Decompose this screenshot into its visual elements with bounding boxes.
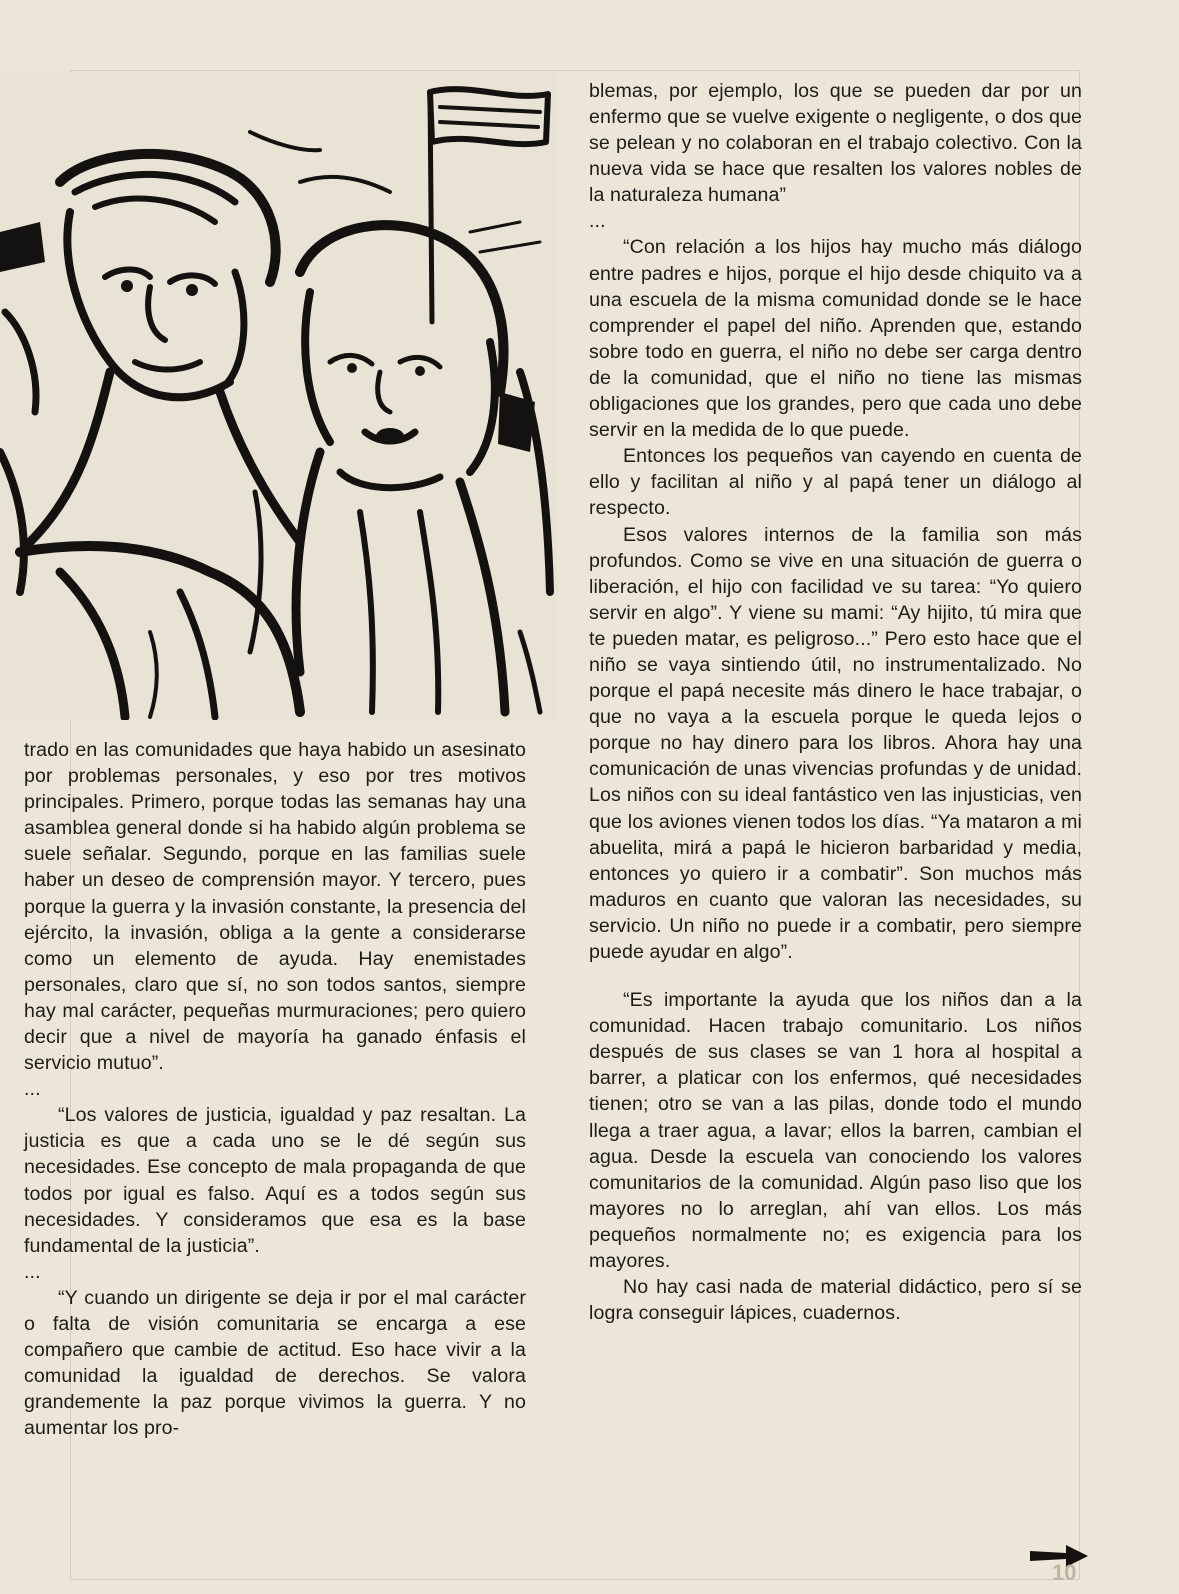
ink-drawing (0, 72, 558, 720)
ellipsis: ... (24, 1078, 41, 1101)
paragraph: Esos valores internos de la familia son más profundos. Como se vive en una situación de guerra o liberación, el hijo con facilidad ve su tarea: “Yo quiero servir en algo”. Y viene su mami: “Ay hijito, tú mira que te pueden matar, es peligroso...” Pero esto hace que el niño se vaya sintiendo útil, no instrumentalizado. No porque el papá necesite más dinero le hace trabajar, o que no vaya a la escuela porque le queda lejos o porque no hay dinero para los libros. Ahora hay una comunicación de unas vivencias profundas y de unidad. Los niños con su ideal fantástico ven las injusticias, ven que los aviones vienen todos los días. “Ya mataron a mi abuelita, mirá a papá le hicieron barbaridad y media, entonces yo quiero ir a combatir”. Son muchos más maduros en cuanto que valoran las necesidades, su servicio. Un niño no puede ir a combatir, pero siempre puede ayudar en algo”. (589, 523, 1082, 963)
paragraph: No hay casi nada de material didáctico, pero sí se logra conseguir lápices, cuadernos. (589, 1276, 1082, 1325)
paragraph: trado en las comunidades que haya habido un asesinato por problemas personales, y eso por tres motivos principales. Primero, porque todas las semanas hay una asamblea general donde si ha habido algún problema se suele señalar. Segundo, porque en las familias suele haber un deseo de comprensión mayor. Y tercero, pues porque la guerra y la invasión constante, la presencia del ejército, la invasión, obliga a la gente a considerarse como un elemento de ayuda. Hay enemistades personales, claro que sí, no son todos santos, siempre hay mal carácter, pequeñas murmuraciones; pero quiero decir que a nivel de mayoría ha ganado énfasis el servicio mutuo”. (24, 739, 526, 1075)
paragraph: “Con relación a los hijos hay mucho más diálogo entre padres e hijos, porque el hijo desde chiquito va a una escuela de la misma comunidad donde se le hace comprender el papel del niño. Aprenden que, estando sobre todo en guerra, el niño no debe ser carga dentro de la comunidad, que el niño no tiene las mismas obligaciones que los grandes, pero que cada uno debe servir en la medida de lo que puede. (589, 236, 1082, 442)
right-text-column (589, 78, 1082, 1326)
ellipsis: ... (589, 210, 606, 233)
paragraph: Entonces los pequeños van cayendo en cuenta de ello y facilitan al niño y al papá tener un diálogo al respecto. (589, 445, 1082, 520)
ellipsis: ... (24, 1260, 41, 1283)
paragraph: “Es importante la ayuda que los niños dan a la comunidad. Hacen trabajo comunitario. Los niños después de sus clases se van 1 hora al hospital a barrer, a platicar con los enfermos, qué necesidades tienen; otro se van a las pilas, donde todo el mundo llega a traer agua, a lavar; ellos la barren, cambian el agua. Desde la escuela van conociendo los valores comunitarios de la comunidad. Algún paso liso que los mayores no lo arreglan, ahí van ellos. Los más pequeños normalmente no; es exigencia para los mayores. (589, 989, 1082, 1273)
page-number: 10 (1052, 1560, 1077, 1585)
paragraph: blemas, por ejemplo, los que se pueden dar por un enfermo que se vuelve exigente o negligente, o dos que se pelean y no colaboran en el trabajo colectivo. Con la nueva vida se hace que resalten los valores nobles de la naturaleza humana” (589, 80, 1082, 207)
paragraph: “Y cuando un dirigente se deja ir por el mal carácter o falta de visión comunitaria se encarga a ese compañero que cambie de actitud. Eso hace vivir a la comunidad la igualdad de derechos. Se valora grandemente la paz porque vivimos la guerra. Y no aumentar los pro- (24, 1286, 526, 1440)
left-text-column (24, 737, 526, 1441)
illustration-people-with-flag (0, 72, 558, 720)
paragraph: “Los valores de justicia, igualdad y paz resaltan. La justicia es que a cada uno se le dé según sus necesidades. Ese concepto de mala propaganda de que todos por igual es falso. Aquí es a todos según sus necesidades. Y consideramos que esa es la base fundamental de la justicia”. (24, 1104, 526, 1257)
